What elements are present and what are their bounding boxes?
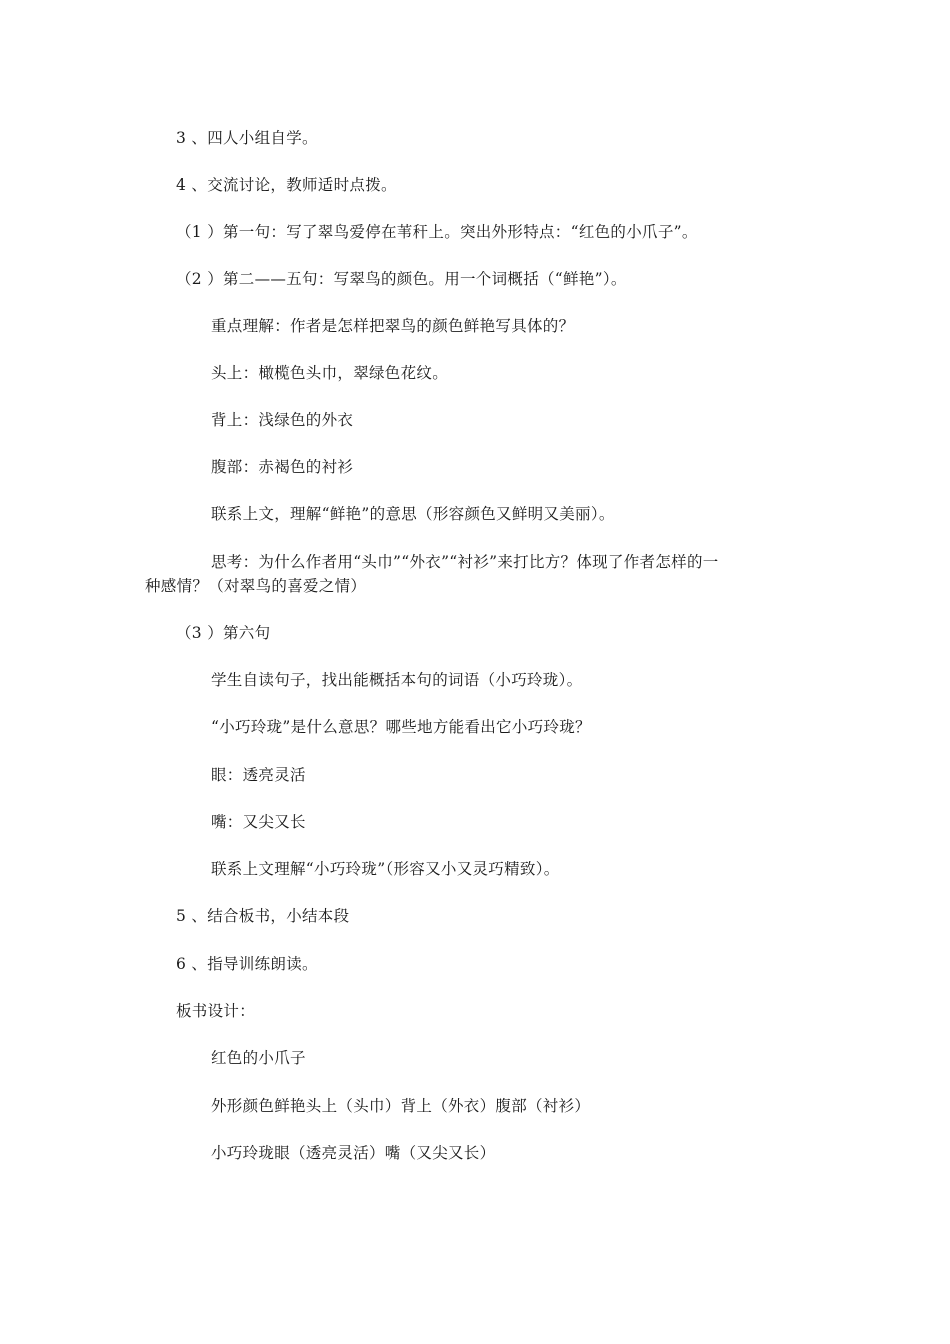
step-3-self-study: 3 、四人小组自学。 xyxy=(176,129,318,147)
board-vivid-colors: 外形颜色鲜艳头上（头巾）背上（外衣）腹部（衬衫） xyxy=(211,1097,591,1115)
step-5-summary: 5 、结合板书，小结本段 xyxy=(176,907,350,925)
self-read-sentence: 学生自读句子，找出能概括本句的词语（小巧玲珑）。 xyxy=(211,671,583,689)
point-3-sixth-sentence: （3 ）第六句 xyxy=(176,624,271,642)
board-design-heading: 板书设计： xyxy=(176,1002,256,1020)
head-description: 头上：橄榄色头巾，翠绿色花纹。 xyxy=(211,364,449,382)
key-understanding-question: 重点理解：作者是怎样把翠鸟的颜色鲜艳写具体的？ xyxy=(211,317,575,335)
step-6-reading: 6 、指导训练朗读。 xyxy=(176,955,318,973)
point-2-sentences-two-to-five: （2 ）第二——五句：写翠鸟的颜色。用一个词概括（“鲜艳”）。 xyxy=(176,270,627,288)
board-red-claws: 红色的小爪子 xyxy=(211,1049,306,1067)
back-description: 背上：浅绿色的外衣 xyxy=(211,411,354,429)
dainty-meaning: 联系上文理解“小巧玲珑”（形容又小又灵巧精致）。 xyxy=(211,860,560,878)
eye-description: 眼：透亮灵活 xyxy=(211,766,306,784)
vivid-meaning: 联系上文，理解“鲜艳”的意思（形容颜色又鲜明又美丽）。 xyxy=(211,505,615,523)
step-4-discussion: 4 、交流讨论，教师适时点拨。 xyxy=(176,176,397,194)
point-1-first-sentence: （1 ）第一句：写了翠鸟爱停在苇秆上。突出外形特点：“红色的小爪子”。 xyxy=(176,223,698,241)
beak-description: 嘴：又尖又长 xyxy=(211,813,306,831)
belly-description: 腹部：赤褐色的衬衫 xyxy=(211,458,354,476)
think-question-continued: 种感情？（对翠鸟的喜爱之情） xyxy=(145,577,367,595)
board-dainty: 小巧玲珑眼（透亮灵活）嘴（又尖又长） xyxy=(211,1144,496,1162)
dainty-meaning-question: “小巧玲珑”是什么意思？哪些地方能看出它小巧玲珑？ xyxy=(211,718,591,736)
think-question: 思考：为什么作者用“头巾”“外衣”“衬衫”来打比方？体现了作者怎样的一 xyxy=(211,553,719,571)
